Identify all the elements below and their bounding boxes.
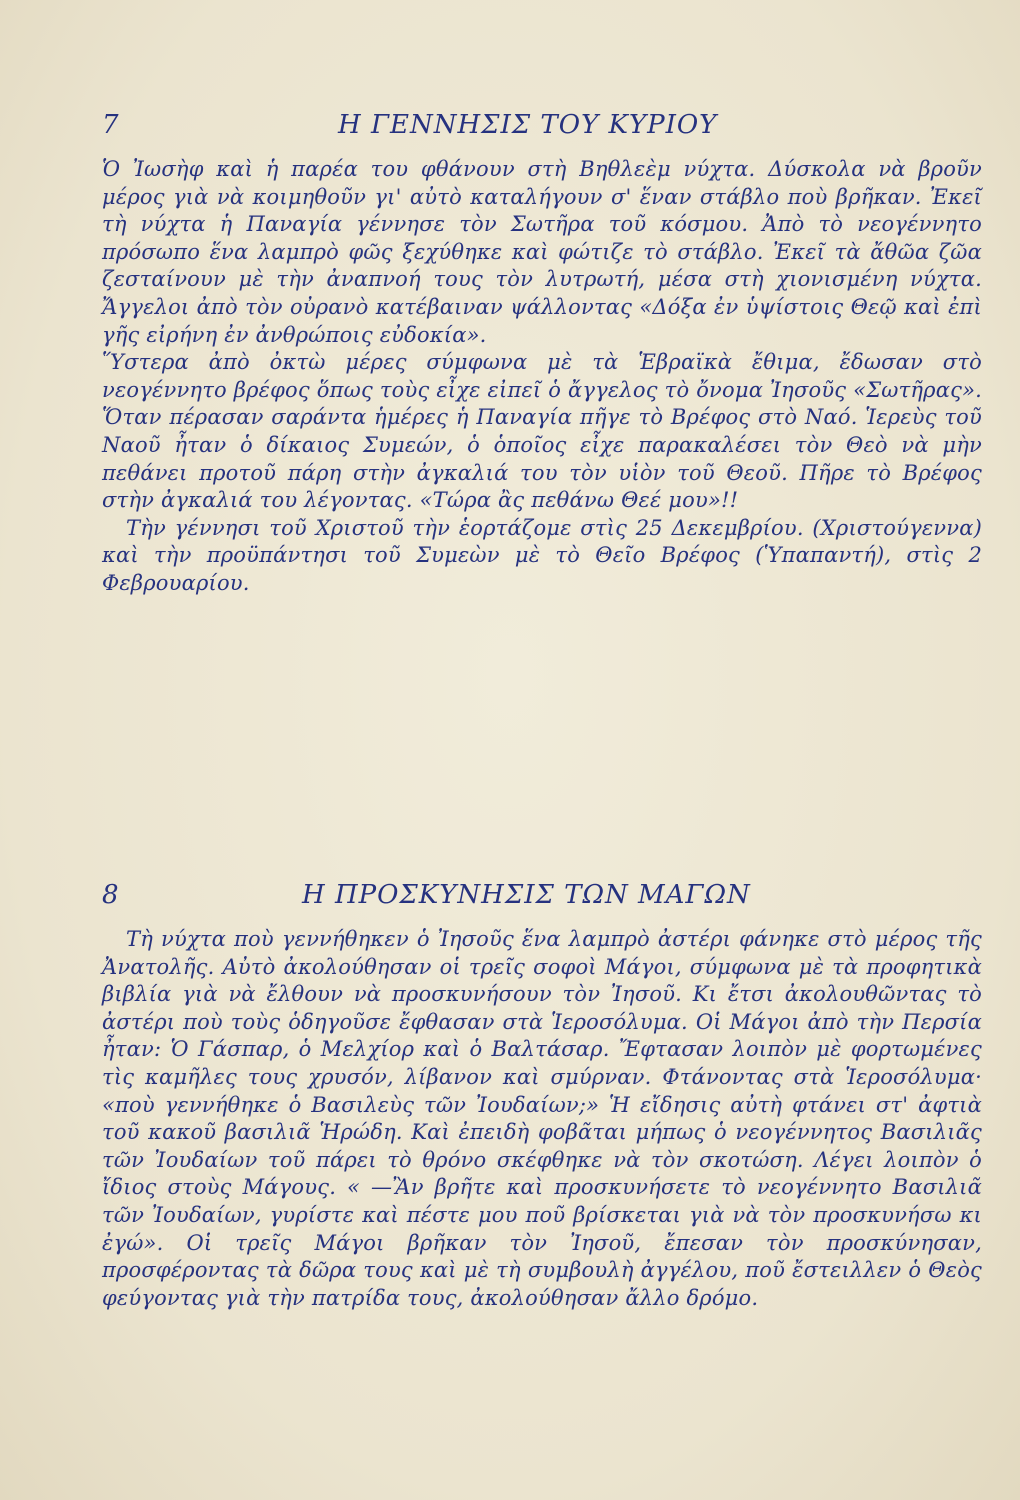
paragraph: Τὴν γέννησι τοῦ Χριστοῦ τὴν ἑορτάζομε στὶς 25 Δεκεμβρίου. (Χριστούγεννα) καὶ τὴν προϋπάντησι τοῦ Συμεὼν μὲ τὸ Θεῖο Βρέφος (Ὑπαπαντή), στὶς 2 Φεβρουαρίου. (102, 515, 982, 595)
section-number: 8 (102, 880, 119, 910)
section-number: 7 (102, 110, 119, 140)
section-nativity (102, 108, 982, 598)
section-header (102, 108, 982, 148)
section-title: Η ΠΡΟΣΚΥΝΗΣΙΣ ΤΩΝ ΜΑΓΩΝ (302, 880, 751, 910)
section-body (102, 156, 982, 598)
paragraph: Ὁ Ἰωσὴφ καὶ ἡ παρέα του φθάνουν στὴ Βηθλεὲμ νύχτα. Δύσκολα νὰ βροῦν μέρος γιὰ νὰ κοιμηθοῦν γι' αὐτὸ καταλήγουν σ' ἕναν στάβλο ποὺ βρῆκαν. Ἐκεῖ τὴ νύχτα ἡ Παναγία γέννησε τὸν Σωτῆρα τοῦ κόσμου. Ἀπὸ τὸ νεογέννητο πρόσωπο ἕνα λαμπρὸ φῶς ξεχύθηκε καὶ φώτιζε τὸ στάβλο. Ἐκεῖ τὰ ἄθῶα ζῶα ζεσταίνουν μὲ τὴν ἀναπνοή τους τὸν λυτρωτή, μέσα στὴ χιονισμένη νύχτα. Ἄγγελοι ἀπὸ τὸν οὐρανὸ κατέβαιναν ψάλλοντας «Δόξα ἐν ὑψίστοις Θεῷ καὶ ἐπὶ γῆς εἰρήνη ἐν ἀνθρώποις εὐδοκία». (102, 157, 982, 347)
section-magi (102, 878, 982, 1312)
paragraph: Τὴ νύχτα ποὺ γεννήθηκεν ὁ Ἰησοῦς ἕνα λαμπρὸ ἀστέρι φάνηκε στὸ μέρος τῆς Ἀνατολῆς. Αὐτὸ ἀκολούθησαν οἱ τρεῖς σοφοὶ Μάγοι, σύμφωνα μὲ τὰ προφητικὰ βιβλία γιὰ νὰ ἔλθουν νὰ προσκυνήσουν τὸν Ἰησοῦ. Κι ἔτσι ἀκολουθῶντας τὸ ἀστέρι ποὺ τοὺς ὁδηγοῦσε ἔφθασαν στὰ Ἱεροσόλυμα. Οἱ Μάγοι ἀπὸ τὴν Περσία ἦταν: Ὁ Γάσπαρ, ὁ Μελχίορ καὶ ὁ Βαλτάσαρ. Ἔφτασαν λοιπὸν μὲ φορτωμένες τὶς καμῆλες τους χρυσόν, λίβανον καὶ σμύρναν. Φτάνοντας στὰ Ἱεροσόλυμα· «ποὺ γεννήθηκε ὁ Βασιλεὺς τῶν Ἰουδαίων;» Ἡ εἴδησις αὐτὴ φτάνει στ' ἀφτιὰ τοῦ κακοῦ βασιλιᾶ Ἡρώδη. Καὶ ἐπειδὴ φοβᾶται μήπως ὁ νεογέννητος Βασιλιᾶς τῶν Ἰουδαίων τοῦ πάρει τὸ θρόνο σκέφθηκε νὰ τὸν σκοτώση. Λέγει λοιπὸν ὁ ἴδιος στοὺς Μάγους. « —Ἂν βρῆτε καὶ προσκυνήσετε τὸ νεογέννητο Βασιλιᾶ τῶν Ἰουδαίων, γυρίστε καὶ πέστε μου ποῦ βρίσκεται γιὰ νὰ τὸν προσκυνήσω κι ἐγώ». Οἱ τρεῖς Μάγοι βρῆκαν τὸν Ἰησοῦ, ἔπεσαν τὸν προσκύνησαν, προσφέροντας τὰ δῶρα τους καὶ μὲ τὴ συμβουλὴ ἀγγέλου, ποῦ ἔστειλλεν ὁ Θεὸς φεύγοντας γιὰ τὴν πατρίδα τους, ἀκολούθησαν ἄλλο δρόμο. (102, 927, 982, 1310)
paragraph: Ὕστερα ἀπὸ ὀκτὼ μέρες σύμφωνα μὲ τὰ Ἑβραϊκὰ ἔθιμα, ἔδωσαν στὸ νεογέννητο βρέφος ὅπως τοὺς εἶχε εἰπεῖ ὁ ἄγγελος τὸ ὄνομα Ἰησοῦς «Σωτῆρας». Ὅταν πέρασαν σαράντα ἡμέρες ἡ Παναγία πῆγε τὸ Βρέφος στὸ Ναό. Ἱερεὺς τοῦ Ναοῦ ἦταν ὁ δίκαιος Συμεών, ὁ ὁποῖος εἶχε παρακαλέσει τὸν Θεὸ νὰ μὴν πεθάνει προτοῦ πάρη στὴν ἀγκαλιά του τὸν υἱὸν τοῦ Θεοῦ. Πῆρε τὸ Βρέφος στὴν ἀγκαλιά του λέγοντας. «Τώρα ἂς πεθάνω Θεέ μου»!! (102, 350, 982, 513)
section-header (102, 878, 982, 918)
section-title: Η ΓΕΝΝΗΣΙΣ ΤΟΥ ΚΥΡΙΟΥ (338, 110, 718, 140)
section-body (102, 926, 982, 1312)
